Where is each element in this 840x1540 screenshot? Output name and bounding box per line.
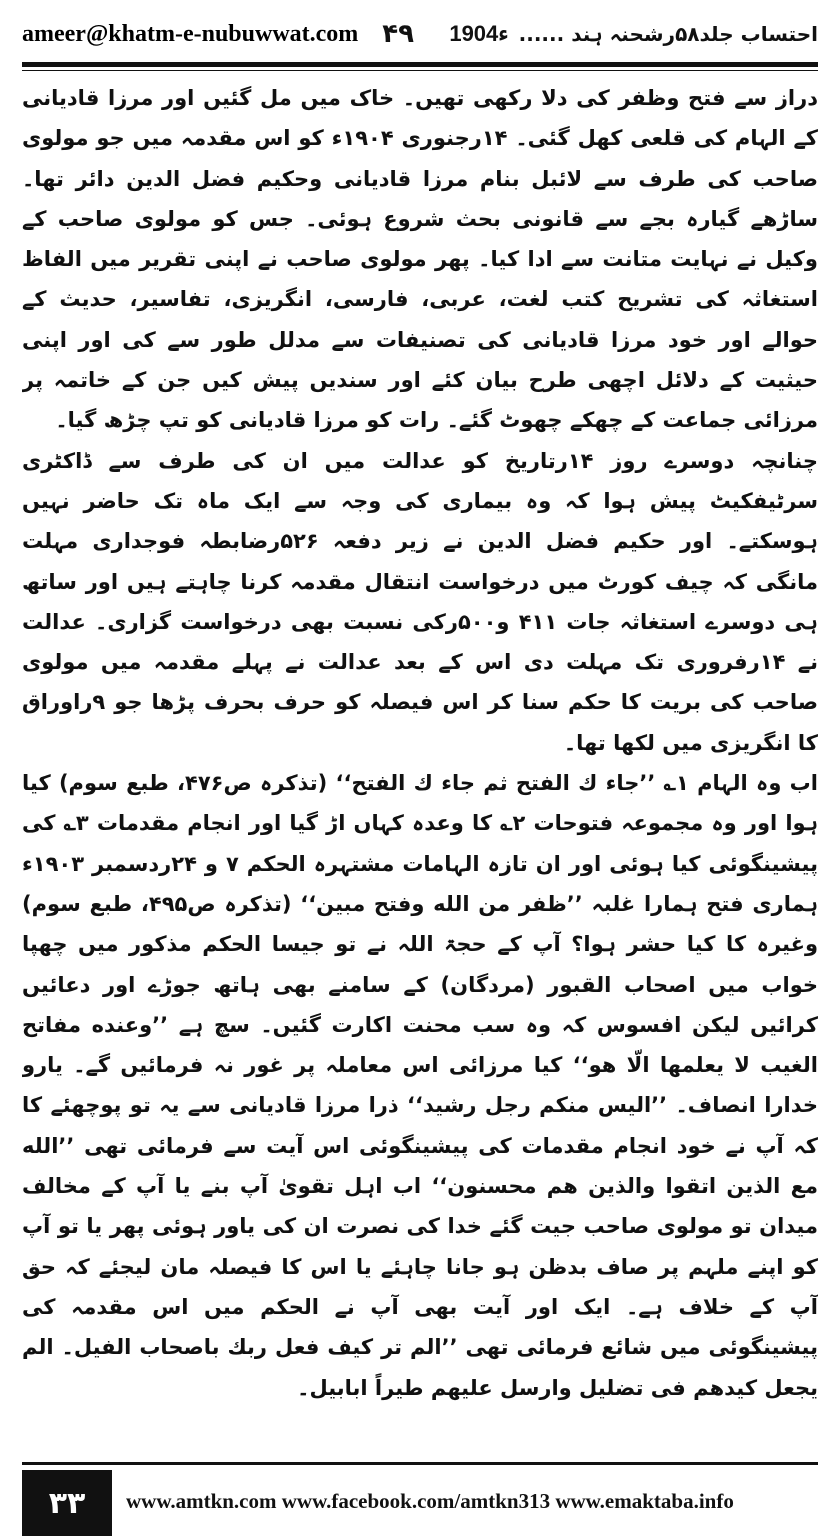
header-rule-thick: [22, 62, 818, 67]
paragraph-3: اب وہ الہام ۱؎ ’’جاء ك الفتح ثم جاء ك الفتح‘‘ (تذکرہ ص۴۷۶، طبع سوم) کیا ہوا اور وہ مجموعہ فتوحات ۲؎ کا وعدہ کہاں اڑ گیا اور انجام مقدمات ۳؎ کی پیشینگوئی کیا ہوئی اور ان تازہ الہامات مشتہرہ الحکم ۷ و ۲۴ردسمبر ۱۹۰۳ء ہماری فتح ہمارا غلبہ ’’ظفر من الله وفتح مبین‘‘ (تذکرہ ص۴۹۵، طبع سوم) وغیرہ کا کیا حشر ہوا؟ آپ کے حجۃ اللہ نے تو جیسا الحکم مذکور میں چھپا خواب میں اصحاب القبور (مردگان) کے سامنے بھی ہاتھ جوڑے اور دعائیں کرائیں لیکن افسوس کہ وہ سب محنت اکارت گئیں۔ سچ ہے ’’وعنده مفاتح الغيب لا يعلمها الّا هو‘‘ کیا مرزائی اس معاملہ پر غور نہ فرمائیں گے۔ یارو خدارا انصاف۔ ’’اليس منكم رجل رشيد‘‘ ذرا مرزا قادیانی سے یہ تو پوچھئے کا کہ آپ نے خود انجام مقدمات کی پیشینگوئی اس آیت سے فرمائی تھی ’’الله مع الذين اتقوا والذين هم محسنون‘‘ اب اہل تقویٰ آپ بنے یا آپ کے مخالف میدان تو مولوی صاحب جیت گئے خدا کی نصرت ان کی یاور ہوئی پھر یا تو آپ کو اپنے ملہم پر صاف بدظن ہو جانا چاہئے یا اس کا فیصلہ مان لیجئے کہ حق آپ کے خلاف ہے۔ ایک اور آیت بھی آپ نے الحکم میں اس مقدمہ کی پیشینگوئی میں شائع فرمائی تھی ’’الم تر كيف فعل ربك باصحاب الفيل۔ الم يجعل كيدهم فی تضليل وارسل عليهم طيراً ابابيل۔: [22, 771, 818, 1400]
header-left: [22, 19, 414, 49]
page-body: [22, 78, 818, 1443]
header-rule-thin: [22, 70, 818, 71]
footer-page-box: ۳۳: [22, 1470, 112, 1536]
page-footer: [22, 1462, 818, 1537]
page-header: [22, 8, 818, 60]
header-right: [449, 21, 818, 47]
book-title: احتساب جلد۵۸رشحنہ ہند ......: [518, 22, 818, 46]
page-number: ۴۹: [382, 19, 415, 49]
header-email[interactable]: ameer@khatm-e-nubuwwat.com: [22, 20, 359, 47]
paragraph-2: چنانچہ دوسرے روز ۱۴رتاریخ کو عدالت میں ان کی طرف سے ڈاکٹری سرٹیفکیٹ پیش ہوا کہ وہ بیماری کی وجہ سے ایک ماہ تک حاضر نہیں ہوسکتے۔ اور حکیم فضل الدین نے زیر دفعہ ۵۲۶رضابطہ فوجداری مہلت مانگی کہ چیف کورٹ میں درخواست انتقال مقدمہ کرنا چاہتے ہیں اور ساتھ ہی دوسرے استغاثہ جات ۴۱۱ و۵۰۰رکی نسبت بھی درخواست گزاری۔ عدالت نے ۱۴رفروری تک مہلت دی اس کے بعد عدالت نے پہلے مقدمہ میں مولوی صاحب کی بریت کا حکم سنا کر اس فیصلہ کو حرف بحرف پڑھا جو ۹راوراق کا انگریزی میں لکھا تھا۔: [22, 448, 818, 755]
paragraph-1: دراز سے فتح وظفر کی دلا رکھی تھیں۔ خاک میں مل گئیں اور مرزا قادیانی کے الہام کی قلعی کھل گئی۔ ۱۴رجنوری ۱۹۰۴ء کو اس مقدمہ میں جو مولوی صاحب کی طرف سے لائبل بنام مرزا قادیانی وحکیم فضل الدین دائر تھا۔ ساڑھے گیارہ بجے سے قانونی بحث شروع ہوئی۔ جس کو مولوی صاحب کے وکیل نے نہایت متانت سے ادا کیا۔ پھر مولوی صاحب نے اپنی تقریر میں الفاظ استغاثہ کی تشریح کتب لغت، عربی، فارسی، انگریزی، تفاسیر، حدیث کے حوالے اور خود مرزا قادیانی کی تصنیفات سے مدلل طور سے کی اور اپنی حیثیت کے دلائل اچھی طرح بیان کئے اور سندیں پیش کیں جن کے خاتمہ پر مرزائی جماعت کے چھکے چھوٹ گئے۔ رات کو مرزا قادیانی کو تپ چڑھ گیا۔: [22, 86, 818, 433]
footer-websites[interactable]: www.amtkn.com www.facebook.com/amtkn313 www.emaktaba.info: [126, 1488, 734, 1513]
header-year: 1904ء: [449, 21, 509, 46]
